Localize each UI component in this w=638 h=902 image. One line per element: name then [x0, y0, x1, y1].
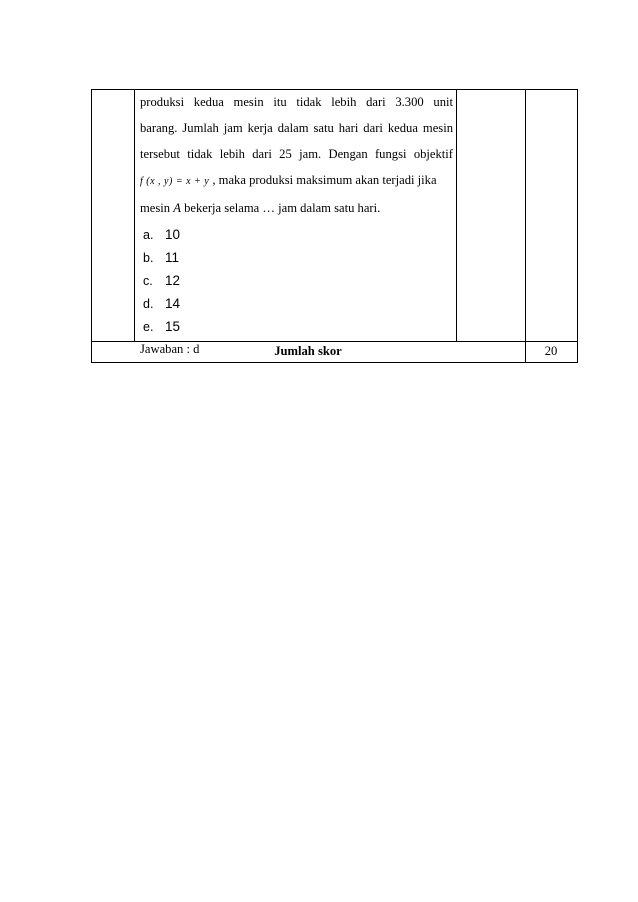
question-cell — [140, 89, 453, 360]
column-divider-1 — [134, 89, 135, 342]
formula-continuation: , maka produksi maksimum akan terjadi jika — [209, 173, 437, 187]
question-line-5 — [140, 195, 453, 221]
option-value: 10 — [165, 227, 181, 242]
option-e — [140, 315, 453, 338]
question-line-2: barang. Jumlah jam kerja dalam satu hari dari kedua mesin — [140, 121, 453, 135]
option-value: 12 — [165, 273, 181, 288]
table-bottom-border — [91, 362, 578, 363]
option-letter: d. — [143, 297, 154, 311]
option-letter: b. — [143, 251, 154, 265]
answer-key: Jawaban : d — [140, 342, 200, 356]
question-line-1: produksi kedua mesin itu tidak lebih dari 3.300 unit — [140, 95, 453, 109]
column-divider-3 — [525, 89, 526, 363]
option-d — [140, 292, 453, 315]
line-5-prefix: mesin — [140, 201, 174, 215]
option-value: 15 — [165, 319, 181, 334]
table-right-border — [577, 89, 578, 363]
question-line-3: tersebut tidak lebih dari 25 jam. Dengan fungsi objektif — [140, 147, 453, 161]
column-divider-2 — [456, 89, 457, 342]
option-value: 14 — [165, 296, 181, 311]
total-score-label: Jumlah skor — [274, 344, 342, 358]
machine-variable: A — [173, 201, 181, 215]
option-letter: e. — [143, 320, 154, 334]
line-5-suffix: bekerja selama … jam dalam satu hari. — [180, 201, 381, 215]
option-letter: a. — [143, 228, 154, 242]
option-letter: c. — [143, 274, 153, 288]
answer-options — [140, 223, 453, 338]
question-line-4 — [140, 167, 453, 195]
table-left-border — [91, 89, 92, 363]
total-score-value: 20 — [544, 344, 558, 358]
option-c — [140, 269, 453, 292]
objective-function: f (x , y) = x + y — [140, 176, 210, 187]
option-b — [140, 246, 453, 269]
option-a — [140, 223, 453, 246]
option-value: 11 — [165, 250, 180, 265]
